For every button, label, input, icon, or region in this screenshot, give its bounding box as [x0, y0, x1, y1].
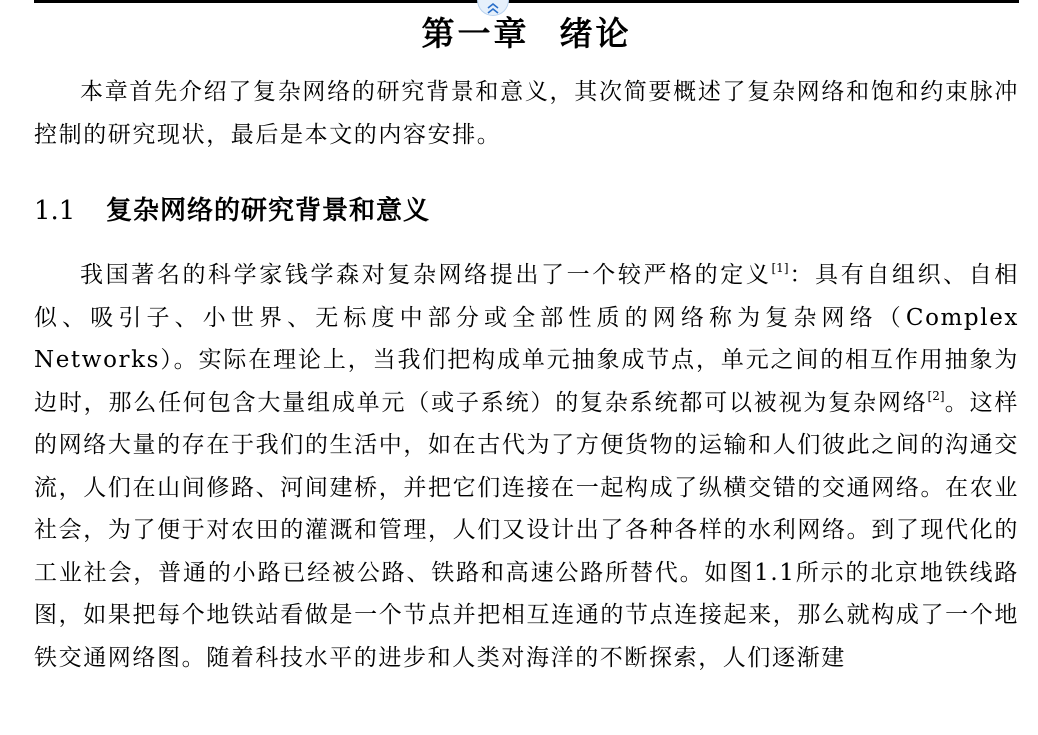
body-text-part-1: 我国著名的科学家钱学森对复杂网络提出了一个较严格的定义 — [80, 262, 772, 288]
body-paragraph — [34, 254, 1019, 679]
citation-1[interactable]: [1] — [771, 261, 789, 275]
chapter-name: 绪论 — [559, 14, 632, 53]
section-number: 1.1 — [34, 196, 76, 226]
body-text-part-2: ：具有自组织、自相似、吸引子、小世界、无标度中部分或全部性质的网络称为复杂网络（Complex Networks）。实际在理论上，当我们把构成单元抽象成节点，单元之间的相互作用抽象为边时，那么任何包含大量组成单元（或子系统）的复杂系统都可以被视为复杂网络 — [34, 262, 1019, 416]
body-text-part-3: 。这样的网络大量的存在于我们的生活中，如在古代为了方便货物的运输和人们彼此之间的沟通交流，人们在山间修路、河间建桥，并把它们连接在一起构成了纵横交错的交通网络。在农业社会，为了便于对农田的灌溉和管理，人们又设计出了各种各样的水利网络。到了现代化的工业社会，普通的小路已经被公路、铁路和高速公路所替代。如图1.1所示的北京地铁线路图，如果把每个地铁站看做是一个节点并把相互连通的节点连接起来，那么就构成了一个地铁交通网络图。随着科技水平的进步和人类对海洋的不断探索，人们逐渐建 — [34, 389, 1019, 671]
section-title: 复杂网络的研究背景和意义 — [106, 196, 431, 226]
intro-paragraph: 本章首先介绍了复杂网络的研究背景和意义，其次简要概述了复杂网络和饱和约束脉冲控制的研究现状，最后是本文的内容安排。 — [34, 79, 1019, 148]
chapter-title — [34, 12, 1019, 56]
page-top-rule — [34, 0, 1019, 3]
chapter-label: 第一章 — [421, 14, 530, 53]
citation-2[interactable]: [2] — [927, 388, 945, 403]
section-heading — [34, 190, 430, 232]
